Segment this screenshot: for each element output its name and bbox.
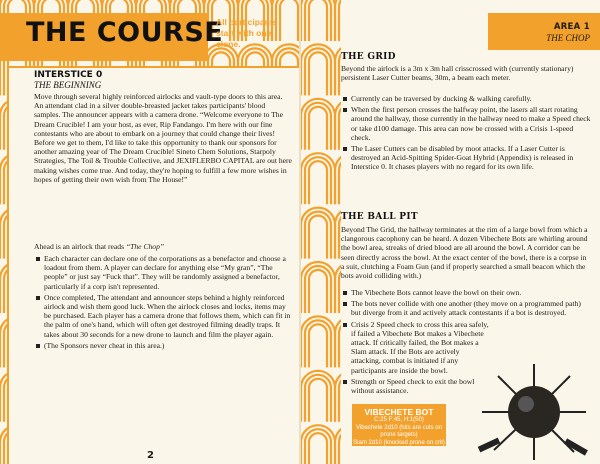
page-number-badge — [139, 450, 167, 464]
statblock-stats: C:25 F:45, H:1(50) — [374, 417, 424, 423]
statblock-title: VIBECHETE BOT — [364, 407, 434, 417]
airlock-name: “The Chop” — [125, 242, 165, 251]
airlock-text: Ahead is an airlock that reads — [34, 242, 126, 251]
area-label: AREA 1 — [553, 22, 590, 32]
list-item: The Vibechete Bots cannot leave the bowl on their own. — [341, 288, 591, 297]
list-item: The bots never collide with one another (they move on a programmed path) but diverge from it and actively attack contestants if a bot is destroyed. — [341, 299, 591, 317]
airlock-line — [34, 242, 292, 251]
area-name: THE CHOP — [546, 33, 590, 43]
list-item: When the first person crosses the halfway point, the lasers all start rotating around the hallway, those currently in the hallway need to make a Speed check or take d100 damage. This area can now be crossed with a Crisis 1-speed check. — [341, 105, 591, 142]
grid-bullets — [341, 94, 591, 174]
list-item: Currently can be traversed by ducking & walking carefully. — [341, 94, 591, 103]
intro-paragraph: Move through several highly reinforced airlocks and vault-type doors to this area. An attendant clad in a silver double-breasted jacket takes participants' blood samples. The announcer appears with a camera drone. “Welcome everyone to The Dream Crucible! I am your host, as ever, Rip Fandango. I'm here with our fine contestants who are about to embark on a journey that could change their lives! Before we get to them, I'd like to take this opportunity to thank our sponsors for another amazing year of The Dream Crucible! Sineto Chem Solutions, Starpoly Strategies, The Toil & Trouble Collective, and JEXIFLERBO CAPITAL are out here making wishes come true. And today, they're hoping to fulfill a few more wishes in hopes of getting their own wish from The House!” — [34, 92, 292, 184]
list-item: (The Sponsors never cheat in this area.) — [34, 341, 292, 350]
left-page — [0, 0, 299, 464]
interstice-bullets — [34, 254, 292, 352]
ballpit-paragraph: Beyond The Grid, the hallway terminates at the rim of a large bowl from which a clangorous cacophony can be heard. A dozen Vibechete Bots are whirling around the bowl area, streaks of dried blood are all around the bowl. A corridor can be seen directly across the bowl. At the exact center of the bowl, there is a corpse in a suit, clutching a Foam Gun (and if properly searched a small beacon which the bots avoid colliding with.) — [341, 225, 588, 281]
statblock — [352, 404, 446, 446]
list-item: Crisis 2 Speed check to cross this area safely, if failed a Vibechete Bot makes a Vibechete attack. If critically failed, the Bot makes a Slam attack. If the Bots are actively attacking, combat is initiated if any participants are inside the bowl. — [341, 320, 491, 375]
list-item: The Laser Cutters can be disabled by moot attacks. If a Laser Cutter is destroyed an Acid-Spitting Spider-Goat Hybrid (Appendix) is released in Interstice 0. It chases players with no regard for its own life. — [341, 144, 591, 172]
section-heading: INTERSTICE 0 — [34, 70, 103, 80]
list-item: Strength or Speed check to exit the bowl without assistance. — [341, 377, 481, 395]
statblock-attack-1: Vibechete 2d10 (hits are cuts on prone targets) — [356, 424, 442, 438]
section-subheading: THE BEGINNING — [34, 80, 102, 90]
art-deco-side-pattern — [301, 0, 341, 464]
page-title: THE COURSE — [26, 17, 224, 48]
grid-paragraph: Beyond the airlock is a 3m x 3m hall crisscrossed with (currently stationary) persistent Laser Cutter beams, 30m, a beam each meter. — [341, 64, 574, 83]
statblock-attack-2: Slam 2d10 (knocked prone on crit) — [353, 439, 445, 446]
vibechete-bot-illustration — [470, 360, 598, 464]
intro-note: All participants start with one clone. — [216, 17, 278, 49]
grid-heading: THE GRID — [341, 52, 396, 62]
list-item: Each character can declare one of the corporations as a benefactor and choose a loadout from them. A player can declare for anything else “My gran”, “The people” or just say “Fuck that”. They will be randomly assigned a benefactor, particularly if a corp isn't represented. — [34, 254, 292, 291]
page-number: 2 — [147, 450, 154, 461]
list-item: Once completed, The attendant and announcer steps behind a highly reinforced airlock and wish them good luck. When the airlock closes and locks, items may be purchased. Each player has a camera drone that follows them, which can fit in the palm of one's hand, which will often get destroyed filming deadly traps. It takes about 30 seconds for a new drone to launch and film the player again. — [34, 293, 292, 339]
ballpit-heading: THE BALL PIT — [341, 212, 418, 222]
